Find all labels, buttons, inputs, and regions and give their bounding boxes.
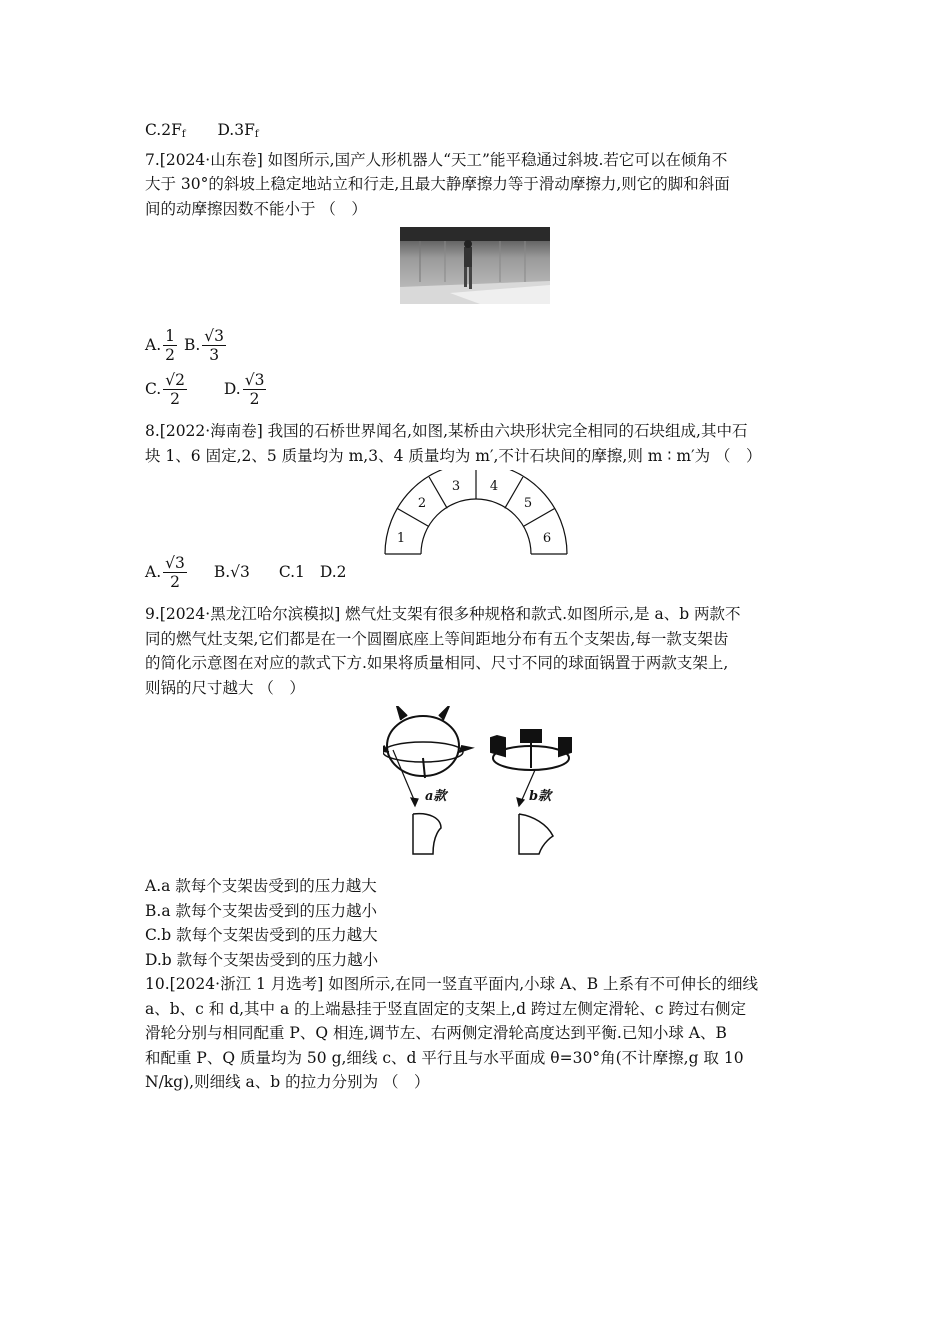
q7-option-d[interactable]: D. $\frac{√3}{2}$ <box>223 371 265 408</box>
q8-line: 块 1、6 固定,2、5 质量均为 m,3、4 质量均为 m′,不计石块间的摩擦,则 m ∶ m′为 （ ） <box>145 446 762 465</box>
pointer-arrow-a <box>393 750 418 806</box>
q9-figure-area <box>145 700 810 874</box>
q9-option-c[interactable]: C.b 款每个支架齿受到的压力越大 <box>145 926 378 944</box>
block-label-3: 3 <box>451 479 461 494</box>
block-label-1: 1 <box>396 531 406 546</box>
q8-option-c[interactable]: C.1 <box>278 563 305 582</box>
block-label-2: 2 <box>417 496 427 511</box>
tooth-profile-a <box>413 814 441 854</box>
q10-line: 滑轮分别与相同配重 P、Q 相连,调节左、右两侧定滑轮高度达到平衡.已知小球 A、B <box>145 1024 727 1042</box>
q8-option-d[interactable]: D.2 <box>319 563 347 582</box>
robot-photo <box>400 227 550 304</box>
stand-a <box>383 706 471 778</box>
q8-line: 8.[2022·海南卷] 我国的石桥世界闻名,如图,某桥由六块形状完全相同的石块组成,其中石 <box>145 422 748 440</box>
q7-line: 间的动摩擦因数不能小于 （ ） <box>145 199 367 218</box>
q7-option-a[interactable]: A. $\frac{1}{2}$ <box>145 327 175 364</box>
q10-line: a、b、c 和 d,其中 a 的上端悬挂于竖直固定的支架上,d 跨过左侧定滑轮、c 跨过右侧定 <box>145 999 747 1018</box>
q8-options <box>145 554 810 602</box>
q6-options <box>145 118 810 148</box>
question-8 <box>145 419 810 602</box>
q8-option-b[interactable]: B.√3 <box>213 563 250 582</box>
block-label-5: 5 <box>523 496 533 511</box>
q7-option-b[interactable]: B. $\frac{√3}{3}$ <box>183 327 225 364</box>
q8-figure-area <box>145 468 810 558</box>
block-label-6: 6 <box>542 531 552 546</box>
q7-line: 大于 30°的斜坡上稳定地站立和行走,且最大静摩擦力等于滑动摩擦力,则它的脚和斜面 <box>145 175 730 193</box>
question-7 <box>145 148 810 420</box>
q6-option-d[interactable]: $D.3F_f$ <box>217 121 259 140</box>
q6-option-c[interactable]: $C.2F_f$ <box>145 121 186 140</box>
q9-line: 9.[2024·黑龙江哈尔滨模拟] 燃气灶支架有很多种规格和款式.如图所示,是 a、b 两款不 <box>145 605 741 623</box>
q9-line: 则锅的尺寸越大 （ ） <box>145 678 305 697</box>
tooth-profile-b <box>519 814 553 854</box>
q9-line: 同的燃气灶支架,它们都是在一个圆圈底座上等间距地分布有五个支架齿,每一款支架齿 <box>145 629 729 648</box>
q9-option-a[interactable]: A.a 款每个支架齿受到的压力越大 <box>145 877 377 895</box>
stand-b <box>491 730 571 770</box>
q7-line: 7.[2024·山东卷] 如图所示,国产人形机器人“天工”能平稳通过斜坡.若它可以在倾角不 <box>145 150 728 169</box>
stone-bridge-diagram <box>383 470 573 556</box>
q8-option-a[interactable]: A. $\frac{√3}{2}$ <box>145 554 185 591</box>
q9-line: 的简化示意图在对应的款式下方.如果将质量相同、尺寸不同的球面锅置于两款支架上, <box>145 654 729 672</box>
q10-line: 和配重 P、Q 质量均为 50 g,细线 c、d 平行且与水平面成 θ=30°角(不计摩擦,g 取 10 <box>145 1048 744 1067</box>
question-10 <box>145 972 810 1095</box>
q10-line: N/kg),则细线 a、b 的拉力分别为 （ ） <box>145 1073 430 1091</box>
q7-options-row2 <box>145 371 810 419</box>
q7-option-c[interactable]: C. $\frac{√2}{2}$ <box>145 371 185 408</box>
q7-options-row1 <box>145 327 810 375</box>
q7-figure-area <box>145 221 810 327</box>
bridge-inner-arc <box>421 499 531 554</box>
stand-b-label: b款 <box>529 789 552 804</box>
stand-a-label: a款 <box>425 789 447 804</box>
stove-stand-diagram <box>383 706 613 866</box>
q9-option-d[interactable]: D.b 款每个支架齿受到的压力越小 <box>145 950 379 969</box>
q9-option-b[interactable]: B.a 款每个支架齿受到的压力越小 <box>145 901 377 920</box>
block-label-4: 4 <box>489 479 499 494</box>
question-9 <box>145 602 810 972</box>
question-page <box>145 118 810 1095</box>
q10-line: 10.[2024·浙江 1 月选考] 如图所示,在同一竖直平面内,小球 A、B 上系有不可伸长的细线 <box>145 975 759 993</box>
